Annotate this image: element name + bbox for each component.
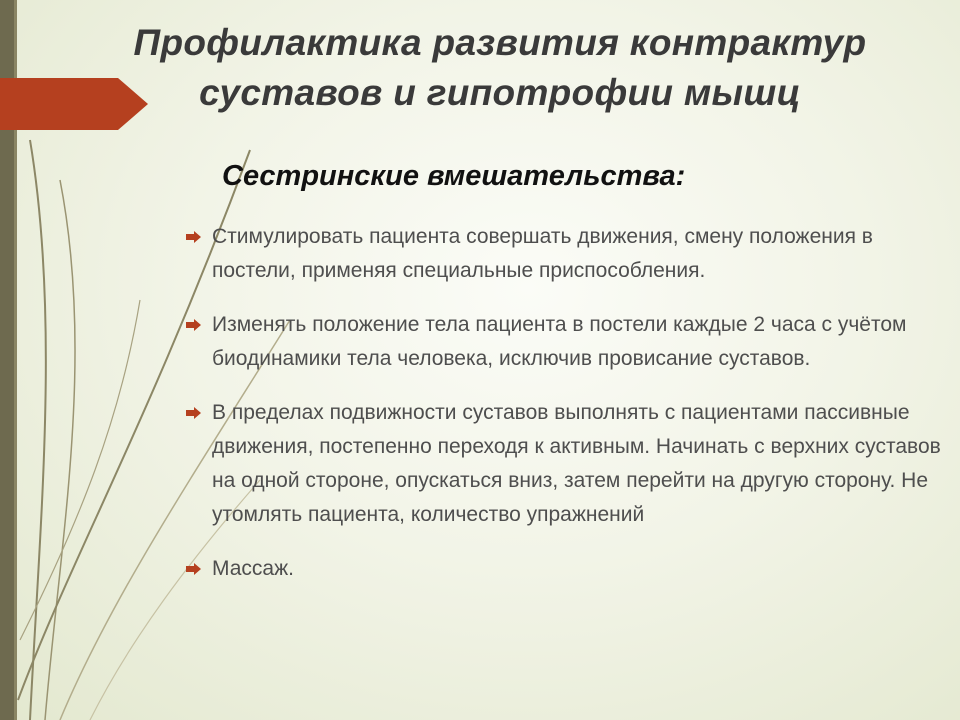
arrow-right-icon bbox=[186, 319, 201, 331]
bullet-list bbox=[186, 220, 946, 586]
slide-subtitle: Сестринские вмешательства: bbox=[222, 160, 686, 192]
bullet-text: Изменять положение тела пациента в постели каждые 2 часа с учётом биодинамики тела человека, исключив провисание суставов. bbox=[212, 313, 907, 370]
arrow-right-icon bbox=[186, 407, 201, 419]
list-item bbox=[186, 308, 946, 376]
bullet-text: В пределах подвижности суставов выполнять с пациентами пассивные движения, постепенно переходя к активным. Начинать с верхних суставов на одной стороне, опускаться вниз, затем перейти на другую сторону. Не утомлять пациента, количество упражнений bbox=[212, 401, 941, 526]
bullet-text: Массаж. bbox=[212, 557, 294, 580]
list-item bbox=[186, 220, 946, 288]
list-item bbox=[186, 396, 946, 532]
list-item bbox=[186, 552, 946, 586]
slide-title: Профилактика развития контрактур суставов и гипотрофии мышц bbox=[133, 22, 867, 113]
arrow-right-icon bbox=[186, 563, 201, 575]
bullet-text: Стимулировать пациента совершать движения, смену положения в постели, применяя специальные приспособления. bbox=[212, 225, 873, 282]
arrow-right-icon bbox=[186, 231, 201, 243]
